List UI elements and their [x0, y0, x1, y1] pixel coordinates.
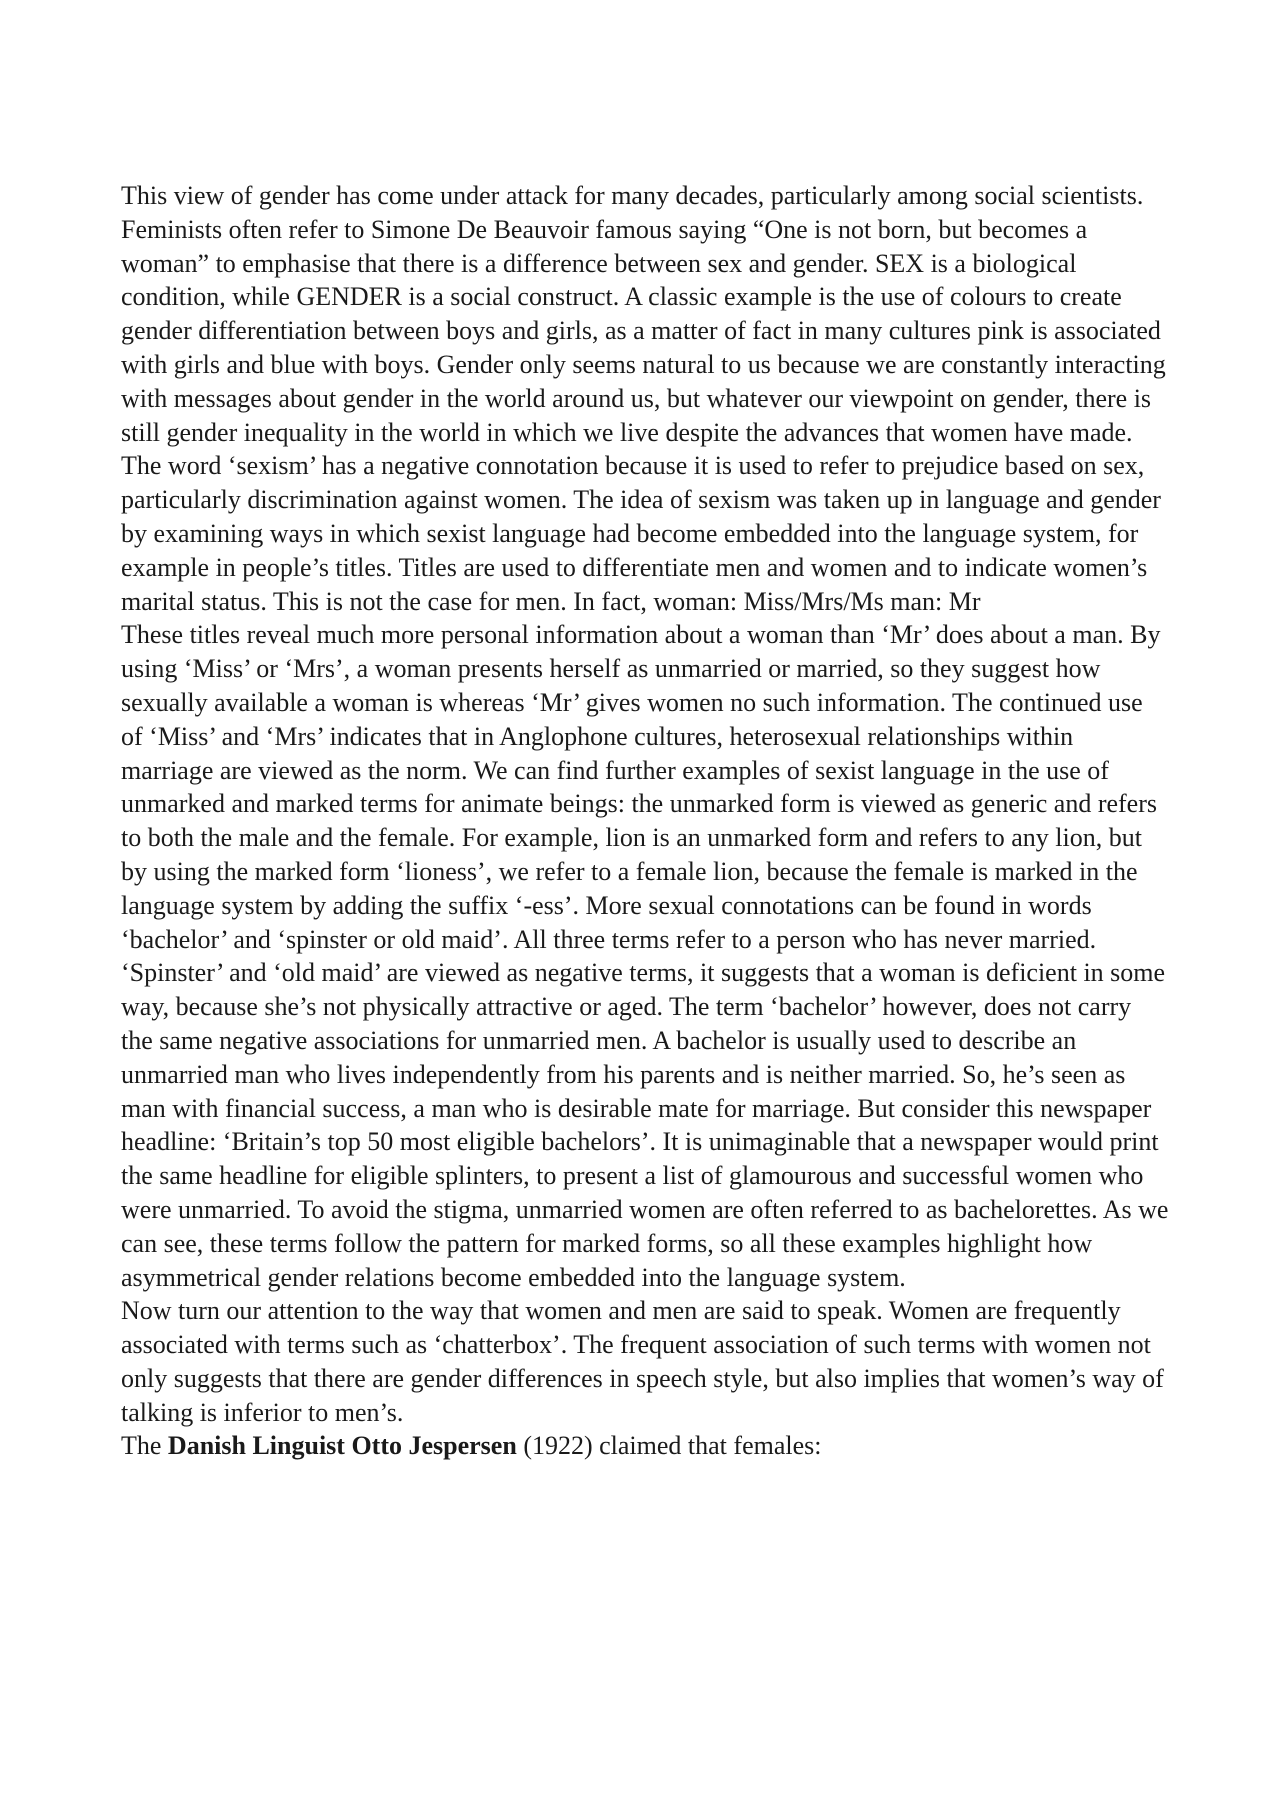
jespersen-prefix: The [121, 1431, 168, 1461]
document-body [121, 179, 1169, 1463]
paragraph-sexism: The word ‘sexism’ has a negative connotation because it is used to refer to prejudice based on sex, particularly discrimination against women. The idea of sexism was taken up in language and gender by examining ways in which sexist language had become embedded into the language system, for example in people’s titles. Titles are used to differentiate men and women and to indicate women’s marital status. This is not the case for men. In fact, woman: Miss/Mrs/Ms man: Mr [121, 451, 1161, 616]
paragraph-gender-view: This view of gender has come under attack for many decades, particularly among social scientists. Feminists often refer to Simone De Beauvoir famous saying “One is not born, but becomes a woman” to emphasise that there is a difference between sex and gender. SEX is a biological condition, while GENDER is a social construct. A classic example is the use of colours to create gender differentiation between boys and girls, as a matter of fact in many cultures pink is associated with girls and blue with boys. Gender only seems natural to us because we are constantly interacting with messages about gender in the world around us, but whatever our viewpoint on gender, there is still gender inequality in the world in which we live despite the advances that women have made. [121, 181, 1166, 447]
jespersen-suffix: (1922) claimed that females: [516, 1431, 822, 1461]
paragraph-titles: These titles reveal much more personal information about a woman than ‘Mr’ does about a man. By using ‘Miss’ or ‘Mrs’, a woman presents herself as unmarried or married, so they suggest how sexually available a woman is whereas ‘Mr’ gives women no such information. The continued use of ‘Miss’ and ‘Mrs’ indicates that in Anglophone cultures, heterosexual relationships within marriage are viewed as the norm. We can find further examples of sexist language in the use of unmarked and marked terms for animate beings: the unmarked form is viewed as generic and refers to both the male and the female. For example, lion is an unmarked form and refers to any lion, but by using the marked form ‘lioness’, we refer to a female lion, because the female is marked in the language system by adding the suffix ‘-ess’. More sexual connotations can be found in words ‘bachelor’ and ‘spinster or old maid’. All three terms refer to a person who has never married. ‘Spinster’ and ‘old maid’ are viewed as negative terms, it suggests that a woman is deficient in some way, because she’s not physically attractive or aged. The term ‘bachelor’ however, does not carry the same negative associations for unmarried men. A bachelor is usually used to describe an unmarried man who lives independently from his parents and is neither married. So, he’s seen as man with financial success, a man who is desirable mate for marriage. But consider this newspaper headline: ‘Britain’s top 50 most eligible bachelors’. It is unimaginable that a newspaper would print the same headline for eligible splinters, to present a list of glamourous and successful women who were unmarried. To avoid the stigma, unmarried women are often referred to as bachelorettes. As we can see, these terms follow the pattern for marked forms, so all these examples highlight how asymmetrical gender relations become embedded into the language system. [121, 620, 1169, 1292]
paragraph-jespersen [121, 1429, 1169, 1463]
jespersen-name: Danish Linguist Otto Jespersen [167, 1431, 517, 1461]
paragraph-speech: Now turn our attention to the way that women and men are said to speak. Women are frequently associated with terms such as ‘chatterbox’. The frequent association of such terms with women not only suggests that there are gender differences in speech style, but also implies that women’s way of talking is inferior to men’s. [121, 1296, 1164, 1427]
